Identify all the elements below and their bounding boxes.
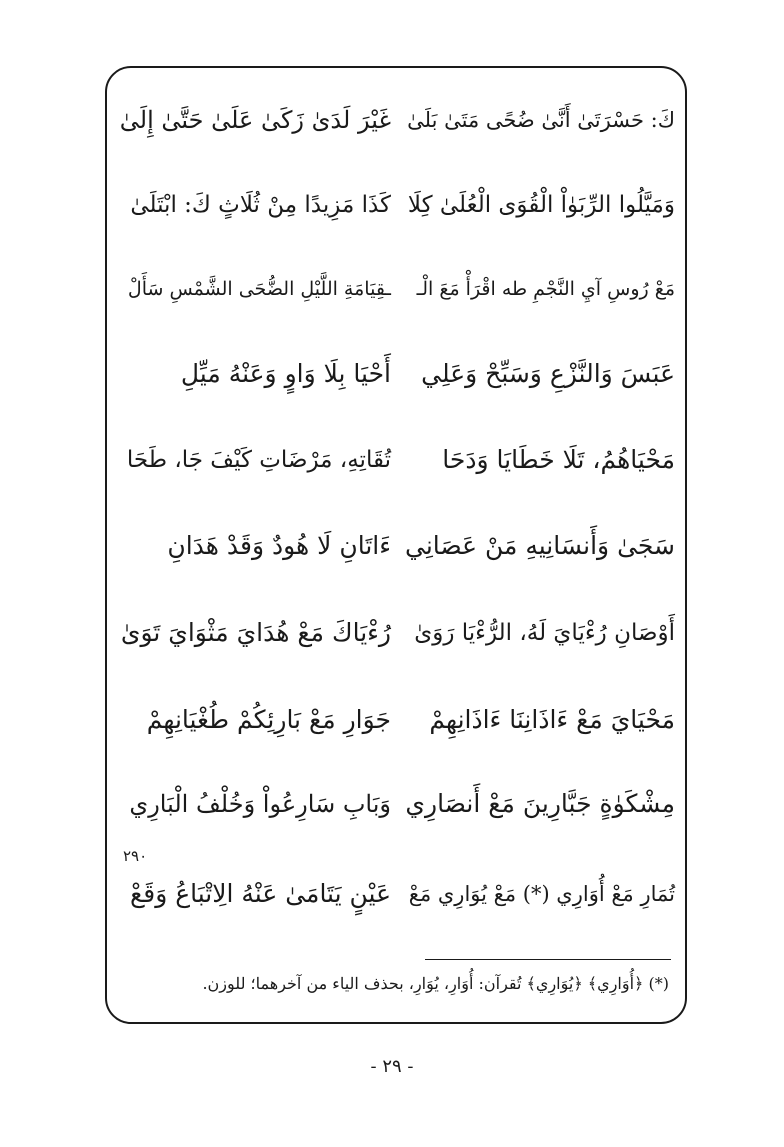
verse-row [107, 603, 685, 663]
verse-second-hemistich: كَذَا مَزِيدًا مِنْ ثُلَاثٍ كَ: ابْتَلَىٰ [130, 192, 391, 218]
verse-second-hemistich: ءَاتَانِ لَا هُودٌ وَقَدْ هَدَانِ [167, 531, 391, 560]
verse-second-hemistich: عَيْنٍ يَتَامَىٰ عَنْهُ الِاتْبَاعُ وَقَعْ [129, 879, 391, 908]
verse-first-hemistich: أَوْصَانِ رُءْيَايَ لَهُ، الرُّءْيَا رَوَىٰ [414, 620, 675, 646]
verse-second-hemistich: أَحْيَا بِلَا وَاوٍ وَعَنْهُ مَيِّلِ [180, 359, 391, 388]
verse-second-hemistich: رُءْيَاكَ مَعْ هُدَايَ مَثْوَايَ تَوَىٰ [120, 618, 391, 647]
verse-row [107, 175, 685, 235]
verse-row [107, 430, 685, 490]
verse-first-hemistich: كَ: حَسْرَتَىٰ أَنَّىٰ ضُحًى مَتَىٰ بَلَىٰ [407, 108, 675, 132]
verse-first-hemistich: مَعْ رُوسِ آيِ النَّجْمِ طه اقْرَأْ مَعَ الْـ [416, 278, 675, 300]
verse-row [107, 516, 685, 576]
verse-second-hemistich: غَيْرَ لَدَىٰ زَكَىٰ عَلَىٰ حَتَّىٰ إِلَىٰ [119, 106, 391, 134]
verse-first-hemistich: عَبَسَ وَالنَّزْعِ وَسَبِّحْ وَعَلِي [421, 359, 675, 388]
verse-first-hemistich: تُمَارِ مَعْ أُوَارِي (*) مَعْ يُوَارِي مَعْ [408, 882, 675, 906]
verse-first-hemistich: سَجَىٰ وَأَنسَانِيهِ مَنْ عَصَانِي [405, 531, 675, 560]
footnote: (*) ﴿أُوَارِي﴾ ﴿يُوَارِي﴾ تُقرآن: أُوَارِ، يُوَارِ، بحذف الياء من آخرهما؛ للوزن. [202, 974, 669, 993]
verse-first-hemistich: مِشْكَوٰةٍ جَبَّارِينَ مَعْ أَنصَارِي [405, 789, 675, 818]
verse-row [107, 259, 685, 319]
verse-second-hemistich: جَوَارِ مَعْ بَارِئِكُمْ طُغْيَانِهِمْ [146, 705, 391, 734]
verse-first-hemistich: مَحْيَاهُمُ، تَلَا خَطَايَا وَدَحَا [442, 445, 675, 474]
poem-verses [107, 68, 685, 1022]
verse-row [107, 690, 685, 750]
verse-number: ٢٩٠ [123, 847, 148, 865]
verse-row [107, 847, 685, 924]
footnote-divider [425, 959, 671, 960]
verse-second-hemistich: وَبَابِ سَارِعُواْ وَخُلْفُ الْبَارِي [129, 790, 391, 818]
verse-second-hemistich: ـقِيَامَةِ اللَّيْلِ الضُّحَى الشَّمْسِ سَأَلْ [127, 278, 391, 300]
verse-first-hemistich: مَحْيَايَ مَعْ ءَاذَانِنَا ءَاذَانِهِمْ [429, 705, 675, 734]
verse-row [107, 344, 685, 404]
page-frame [105, 66, 687, 1024]
verse-second-hemistich: تُقَاتِهِ، مَرْضَاتِ كَيْفَ جَا، طَحَا [126, 447, 391, 473]
verse-row [107, 90, 685, 150]
page-number: - ٢٩ - [370, 1056, 414, 1077]
verse-row [107, 774, 685, 834]
verse-first-hemistich: وَمَيَّلُوا الرِّبَوٰاْ الْقُوَى الْعُلَىٰ كِلَا [407, 192, 675, 218]
